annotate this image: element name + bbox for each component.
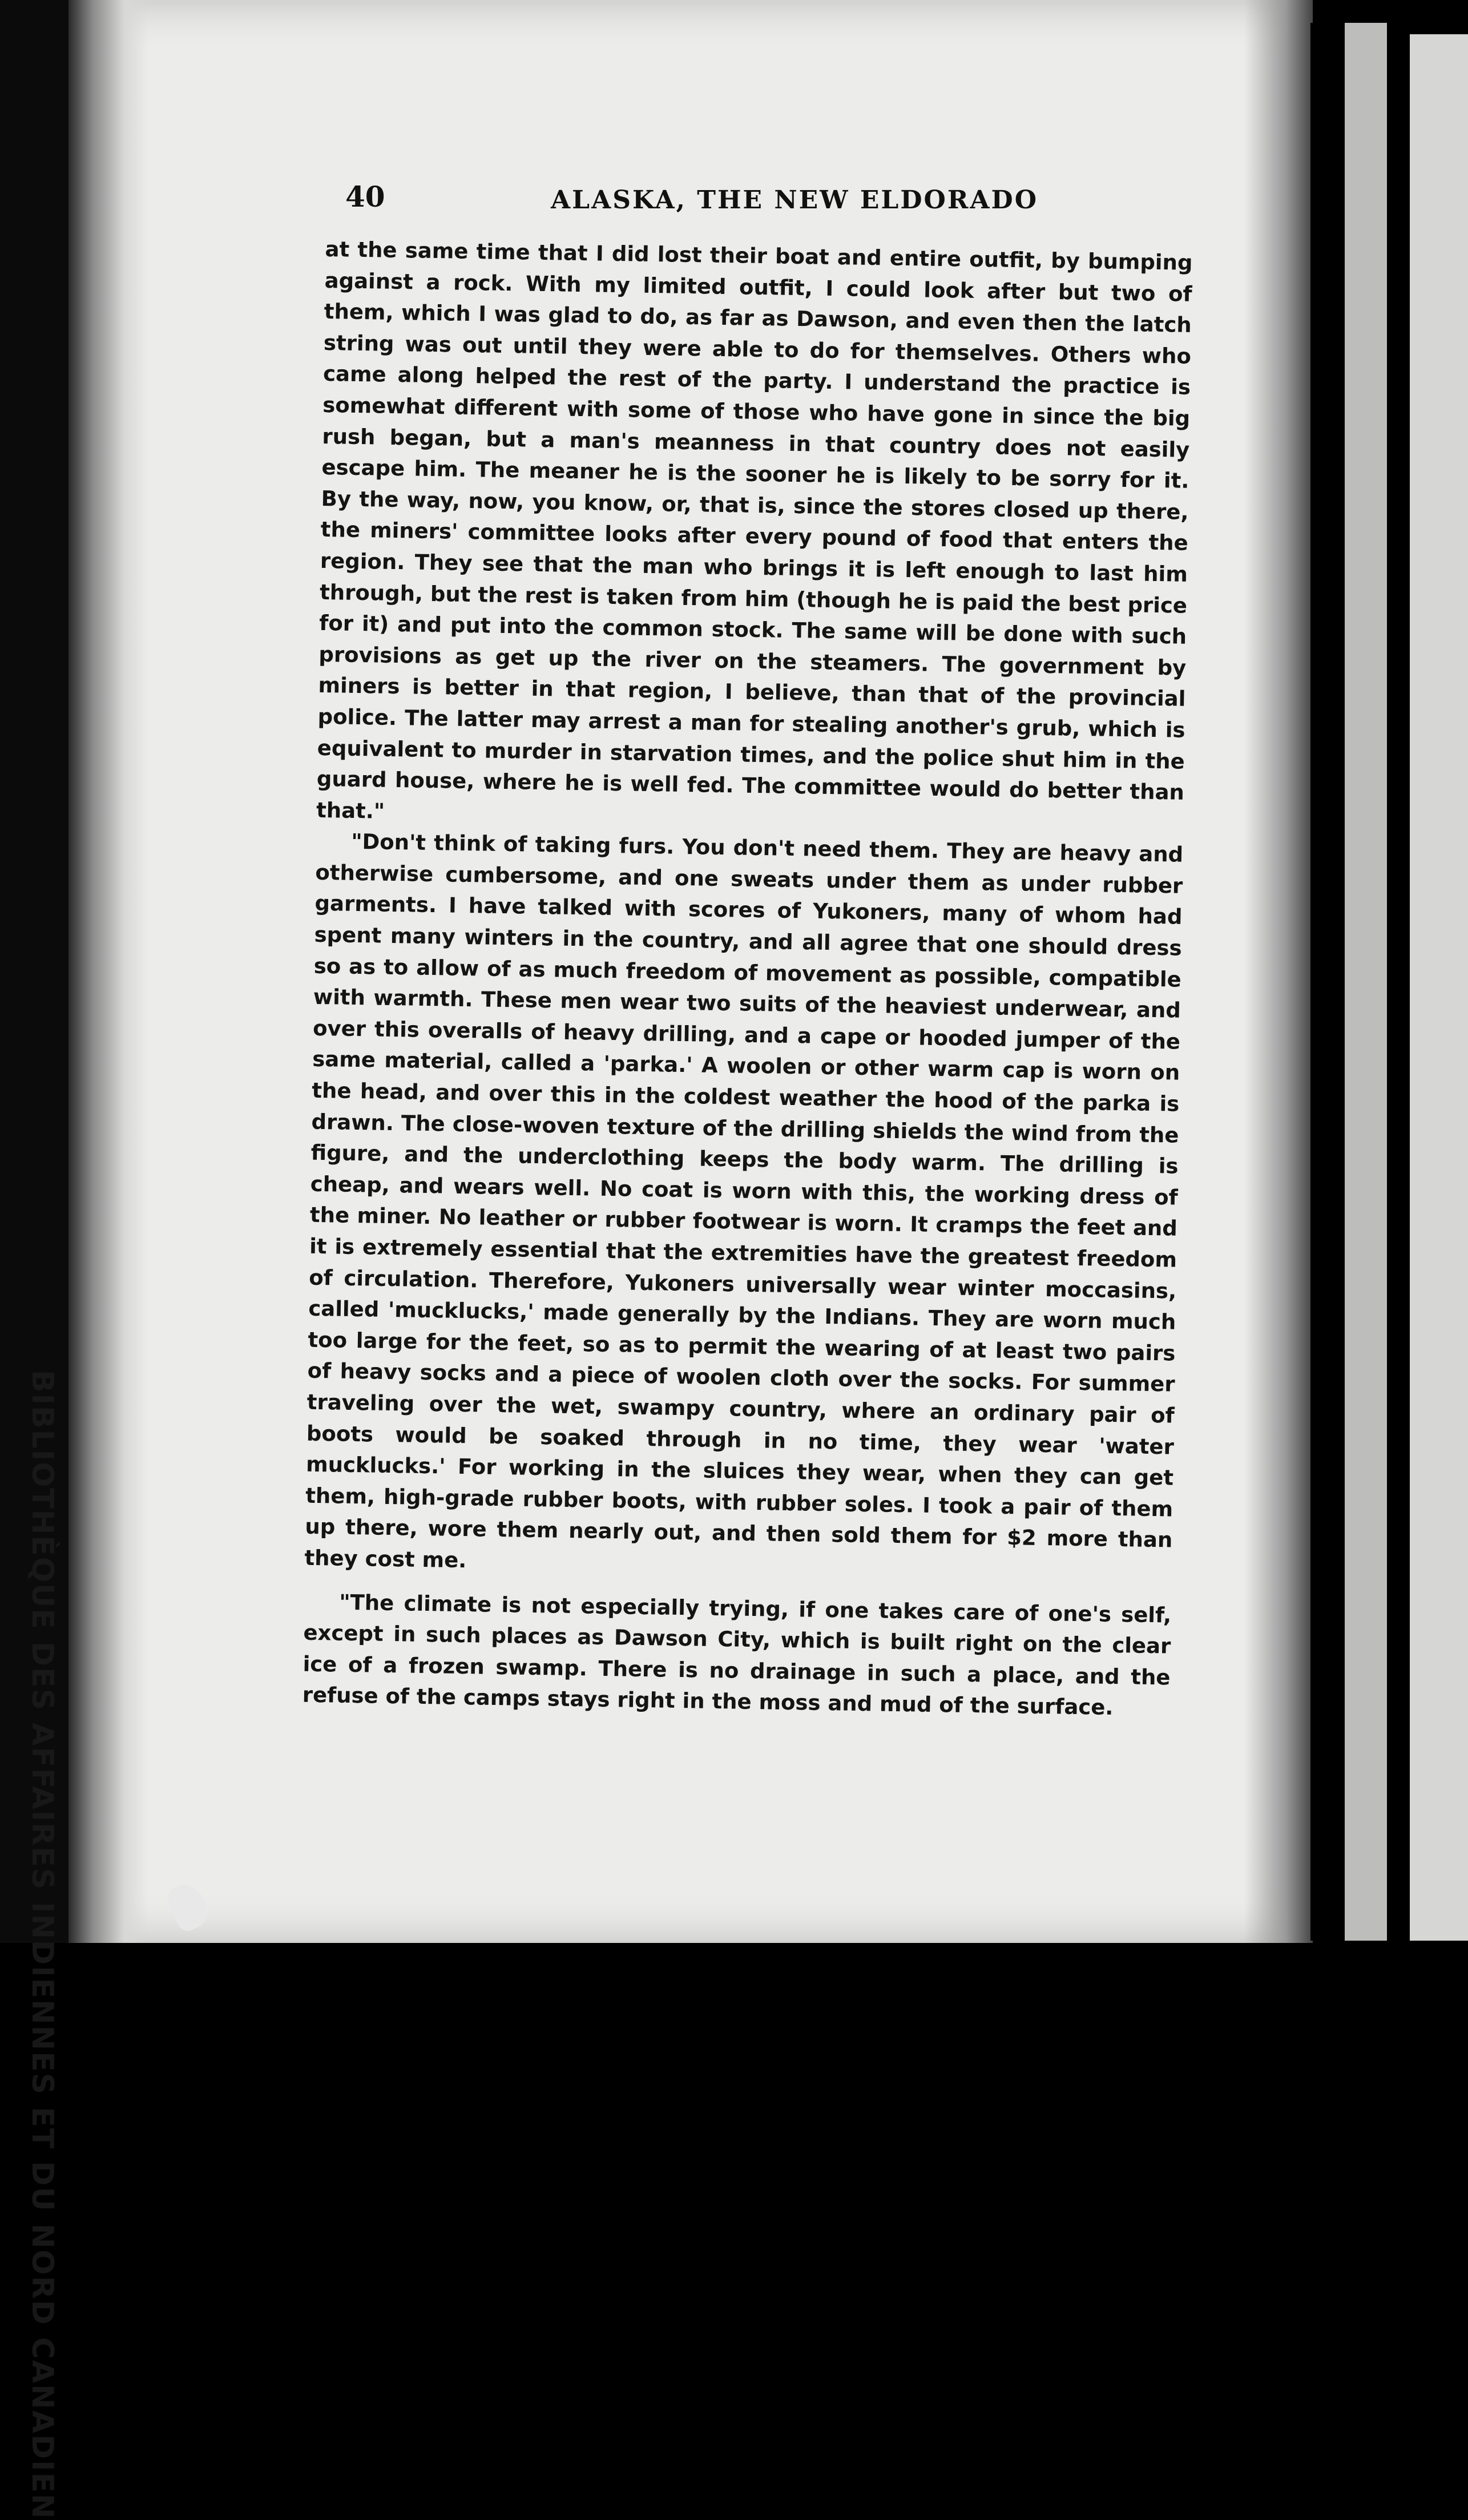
paragraph: "The climate is not especially trying, if one takes care of one's self, except in such places as Dawson City, which is built right on the clear ice of a frozen swamp. There is no drainage in such a place, and the refuse of the camps stays right in the moss and mud of the surface. xyxy=(302,1590,1172,1720)
right-border xyxy=(1310,23,1345,1941)
page-header xyxy=(345,180,1173,231)
body-text xyxy=(302,234,1192,1724)
page-number: 40 xyxy=(345,180,385,213)
adjacent-page-edge xyxy=(1345,23,1387,1941)
right-border-outer xyxy=(1387,23,1410,1941)
running-title: ALASKA, THE NEW ELDORADO xyxy=(551,186,1039,215)
page-gutter-shadow xyxy=(68,0,148,1943)
page-edge-shadow xyxy=(1244,0,1313,1943)
scanner-bed-edge xyxy=(1410,34,1468,1941)
library-stamp: BIBLIOTHÈQUE DES AFFAIRES INDIENNES ET DU NORD CANADIEN xyxy=(25,1370,59,2520)
paragraph: at the same time that I did lost their boat and entire outfit, by bumping against a rock. With my limited outfit, I could look after but two of them, which I was glad to do, as far as Dawson, and even then the latch string was out until they were able to do for themselves. Others who came along helped the rest of the party. I understand the practice is somewhat different with some of those who have gone in since the big rush began, but a man's meanness in that country does not easily escape him. The meaner he is the sooner he is likely to be sorry for it. By the way, now, you know, or, that is, since the stores closed up there, the miners' committee looks after every pound of food that enters the region. They see that the man who brings it is left enough to last him through, but the rest is taken from him (though he is paid the best price for it) and put into the common stock. The same will be done with such provisions as get up the river on the steamers. The government by miners is better in that region, I believe, than that of the provincial police. The latter may arrest a man for stealing another's grub, which is equivalent to murder in starvation times, and the police shut him in the guard house, where he is well fed. The committee would do better than that." xyxy=(316,236,1193,824)
paragraph: "Don't think of taking furs. You don't need them. They are heavy and otherwise cumbersome, and one sweats under them as under rubber garments. I have talked with scores of Yukoners, many of whom had spent many winters in the country, and all agree that one should dress so as to allow of as much freedom of movement as possible, compatible with warmth. These men wear two suits of the heaviest underwear, and over this overalls of heavy drilling, and a cape or hooded jumper of the same material, called a 'parka.' A woolen or other warm cap is worn on the head, and over this in the coldest weather the hood of the parka is drawn. The close-woven texture of the drilling shields the wind from the figure, and the underclothing keeps the body warm. The drilling is cheap, and wears well. No coat is worn with this, the working dress of the miner. No leather or rubber footwear is worn. It cramps the feet and it is extremely essential that the extremities have the greatest freedom of circulation. Therefore, Yukoners universally wear winter moccasins, called 'mucklucks,' made generally by the Indians. They are worn much too large for the feet, so as to permit the wearing of at least two pairs of heavy socks and a piece of woolen cloth over the socks. For summer traveling over the wet, swampy country, where an ordinary pair of boots would be soaked through in no time, they wear 'water mucklucks.' For working in the sluices they wear, when they can get them, high-grade rubber boots, with rubber soles. I took a pair of them up there, wore them nearly out, and then sold them for $2 more than they cost me. xyxy=(304,829,1184,1573)
